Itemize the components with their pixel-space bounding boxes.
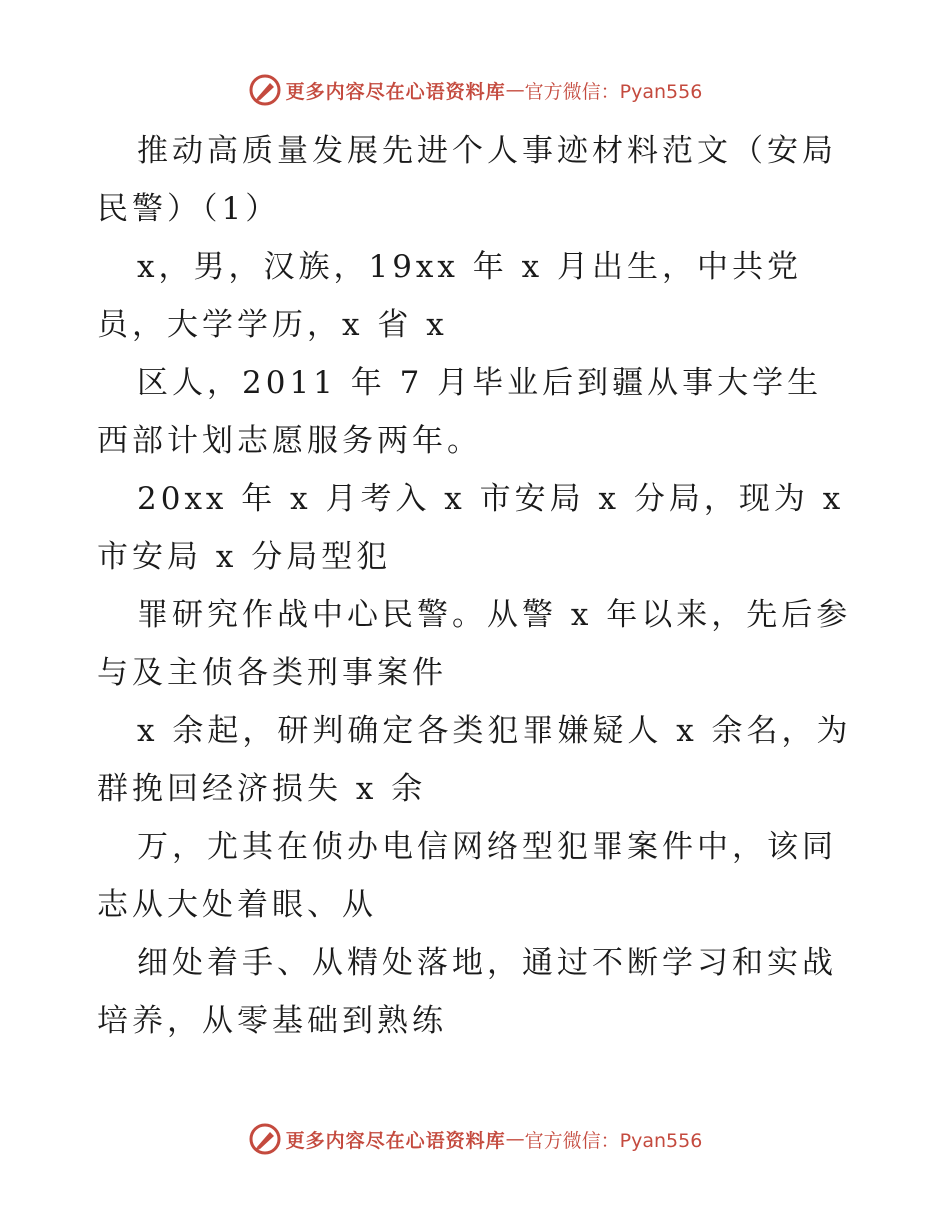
paragraph: 细处着手、从精处落地，通过不断学习和实战培养，从零基础到熟练 — [97, 945, 837, 1039]
paragraph: 万，尤其在侦办电信网络型犯罪案件中，该同志从大处着眼、从 — [97, 829, 837, 923]
header-banner — [0, 70, 950, 110]
site-name: 更多内容尽在心语资料库 — [285, 1129, 506, 1152]
document-title: 推动高质量发展先进个人事迹材料范文（安局民警）（1） — [97, 133, 837, 227]
site-name: 更多内容尽在心语资料库 — [285, 80, 506, 103]
footer-banner — [0, 1119, 950, 1159]
paragraph: 20xx 年 x 月考入 x 市安局 x 分局，现为 x 市安局 x 分局型犯 — [97, 481, 845, 575]
pen-nib-logo-icon — [248, 1122, 282, 1156]
paragraph: 区人，2011 年 7 月毕业后到疆从事大学生西部计划志愿服务两年。 — [97, 365, 823, 459]
wechat-id: 官方微信：Pyan556 — [524, 1129, 703, 1152]
paragraph: 罪研究作战中心民警。从警 x 年以来，先后参与及主侦各类刑事案件 — [97, 597, 852, 691]
paragraph: x，男，汉族，19xx 年 x 月出生，中共党员，大学学历，x 省 x — [97, 249, 802, 343]
wechat-id: 官方微信：Pyan556 — [524, 80, 703, 103]
banner-separator: — — [505, 79, 525, 101]
paragraph: x 余起，研判确定各类犯罪嫌疑人 x 余名，为群挽回经济损失 x 余 — [97, 713, 852, 807]
document-body — [97, 122, 857, 1050]
banner-separator: — — [505, 1128, 525, 1150]
pen-nib-logo-icon — [248, 73, 282, 107]
